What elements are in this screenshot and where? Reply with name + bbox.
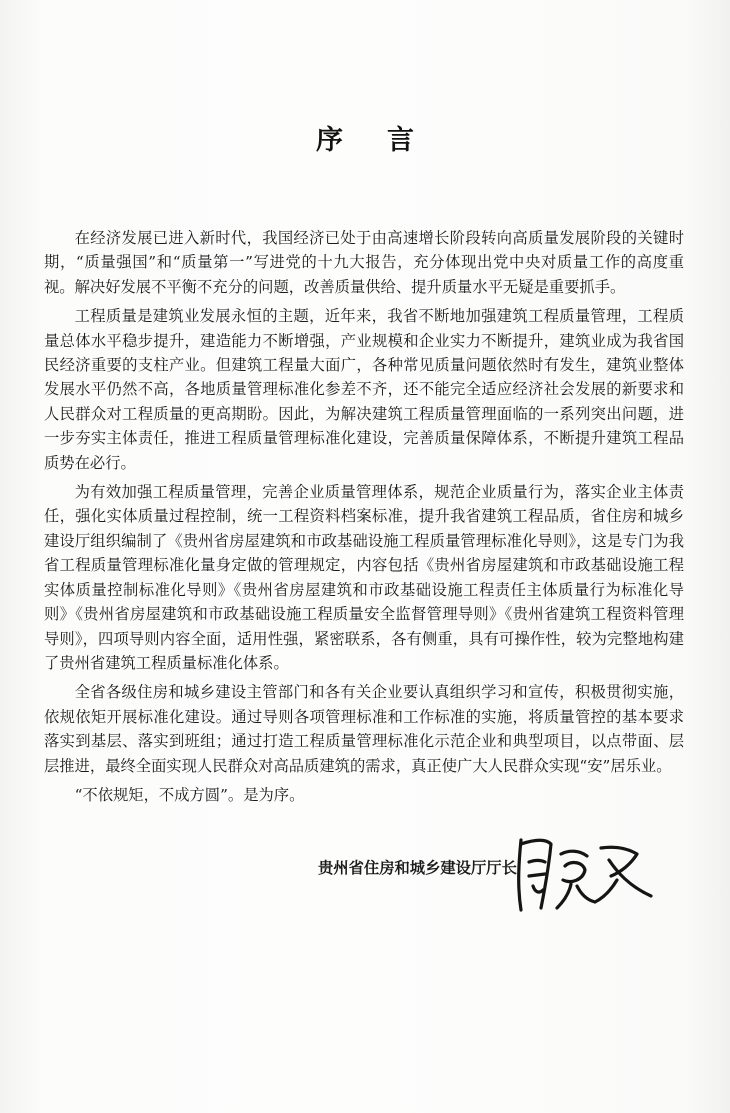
paragraph-3: 为有效加强工程质量管理，完善企业质量管理体系，规范企业质量行为，落实企业主体责任，强化实体质量过程控制，统一工程资料档案标准，提升我省建筑工程品质，省住房和城乡建设厅组织编制了《贵州省房屋建筑和市政基础设施工程质量管理标准化导则》，这是专门为我省工程质量管理标准化量身定做的管理规定，内容包括《贵州省房屋建筑和市政基础设施工程实体质量控制标准化导则》《贵州省房屋建筑和市政基础设施工程责任主体质量行为标准化导则》《贵州省房屋建筑和市政基础设施工程质量安全监督管理导则》《贵州省建筑工程资料管理导则》，四项导则内容全面，适用性强，紧密联系，各有侧重，具有可操作性，较为完整地构建了贵州省建筑工程质量标准化体系。 [44,483,684,672]
paragraph-2: 工程质量是建筑业发展永恒的主题，近年来，我省不断地加强建筑工程质量管理，工程质量总体水平稳步提升，建造能力不断增强，产业规模和企业实力不断提升，建筑业成为我省国民经济重要的支柱产业。但建筑工程量大面广，各种常见质量问题依然时有发生，建筑业整体发展水平仍然不高，各地质量管理标准化参差不齐，还不能完全适应经济社会发展的新要求和人民群众对工程质量的更高期盼。因此，为解决建筑工程质量管理面临的一系列突出问题，进一步夯实主体责任，推进工程质量管理标准化建设，完善质量保障体系，不断提升建筑工程品质势在必行。 [44,307,684,472]
paragraph-5: “不依规矩，不成方圆”。是为序。 [74,785,305,804]
paragraph-4: 全省各级住房和城乡建设主管部门和各有关企业要认真组织学习和宣传，积极贯彻实施，依规依矩开展标准化建设。通过导则各项管理标准和工作标准的实施，将质量管控的基本要求落实到基层、落实到班组；通过打造工程质量管理标准化示范企业和典型项目，以点带面、层层推进，最终全面实现人民群众对高品质建筑的需求，真正使广大人民群众实现“安”居乐业。 [44,683,684,775]
page-title: 序言 [316,125,458,156]
signatory-title: 贵州省住房和城乡建设厅厅长 [318,859,517,877]
signature-block [300,830,680,920]
handwritten-signature [505,830,665,922]
preface-body [44,226,684,812]
paragraph-1: 在经济发展已进入新时代，我国经济已处于由高速增长阶段转向高质量发展阶段的关键时期，“质量强国”和“质量第一”写进党的十九大报告，充分体现出党中央对质量工作的高度重视。解决好发展不平衡不充分的问题，改善质量供给、提升质量水平无疑是重要抓手。 [44,229,684,296]
